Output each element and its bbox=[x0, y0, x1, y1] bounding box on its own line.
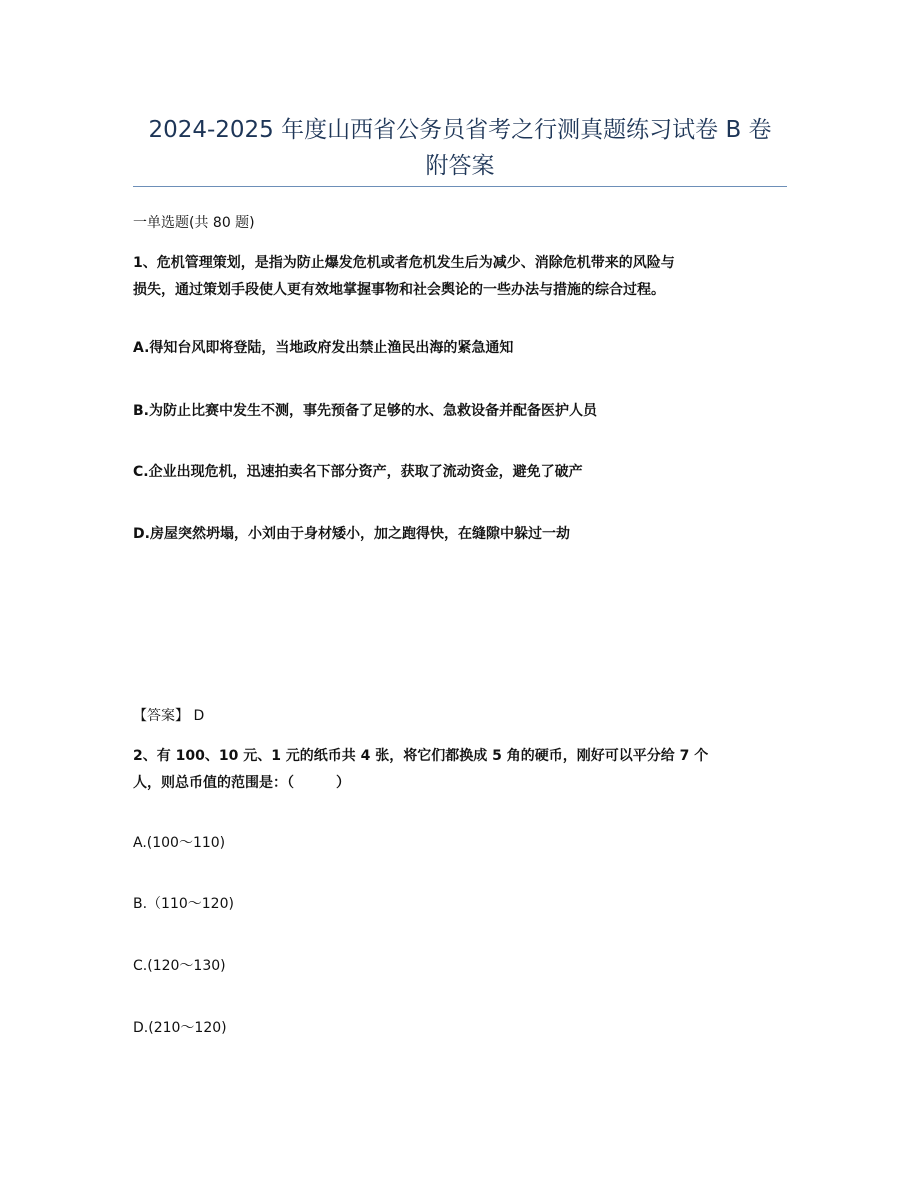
title-line-1: 2024-2025 年度山西省公务员省考之行测真题练习试卷 B 卷 bbox=[148, 117, 772, 143]
document-title bbox=[120, 112, 800, 184]
question-2-text-cont: 人，则总币值的范围是：（ ） bbox=[133, 775, 350, 791]
title-line-2: 附答案 bbox=[425, 153, 495, 179]
q2-option-b: B.（110～120) bbox=[133, 896, 234, 912]
section-heading: 一单选题(共 80 题) bbox=[133, 215, 255, 231]
question-2-text: 2、有 100、10 元、1 元的纸币共 4 张，将它们都换成 5 角的硬币，刚好可以平分给 7 个 bbox=[133, 748, 709, 764]
question-1-text-cont: 损失，通过策划手段使人更有效地掌握事物和社会舆论的一些办法与措施的综合过程。 bbox=[133, 282, 665, 298]
q1-option-a: A.得知台风即将登陆，当地政府发出禁止渔民出海的紧急通知 bbox=[133, 340, 514, 356]
q2-option-c: C.(120～130) bbox=[133, 958, 226, 974]
q1-answer: 【答案】 D bbox=[133, 708, 205, 724]
title-divider bbox=[133, 186, 787, 187]
q1-option-c: C.企业出现危机，迅速拍卖名下部分资产，获取了流动资金，避免了破产 bbox=[133, 464, 583, 480]
q2-option-a: A.(100～110) bbox=[133, 835, 226, 851]
q2-option-d: D.(210～120) bbox=[133, 1020, 227, 1036]
q1-option-d: D.房屋突然坍塌，小刘由于身材矮小，加之跑得快，在缝隙中躲过一劫 bbox=[133, 526, 570, 542]
q1-option-b: B.为防止比赛中发生不测，事先预备了足够的水、急救设备并配备医护人员 bbox=[133, 403, 597, 419]
question-1-text: 1、危机管理策划，是指为防止爆发危机或者危机发生后为减少、消除危机带来的风险与 bbox=[133, 255, 675, 271]
